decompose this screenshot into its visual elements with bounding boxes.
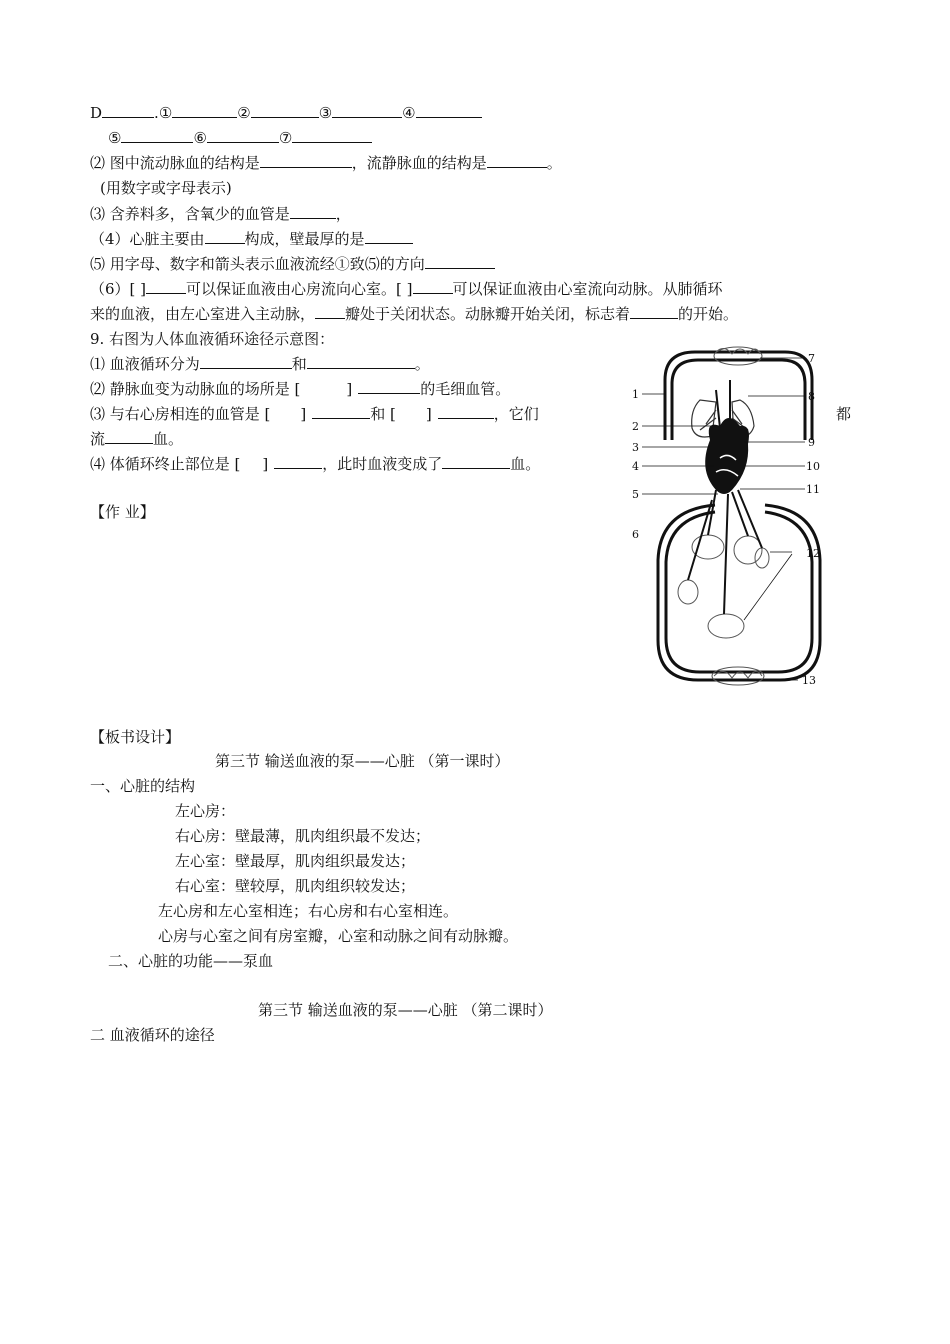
q8-sub-3: ⑶ 含养料多，含氧少的血管是 ，: [90, 205, 351, 223]
board-line-2: 右心房：壁最薄，肌肉组织最不发达；: [175, 827, 431, 845]
blank[interactable]: [365, 229, 413, 244]
blank[interactable]: [146, 279, 186, 294]
blank[interactable]: [207, 128, 279, 143]
q9-part-1: ⑴ 血液循环分为 和 。: [90, 355, 430, 373]
label-6: 6: [632, 528, 639, 541]
label-3: 3: [632, 441, 639, 454]
board-line-4: 右心室：壁较厚，肌肉组织较发达；: [175, 877, 416, 895]
label-1: 1: [632, 388, 639, 401]
q9-part-4: ⑷ 体循环终止部位是 [ ] ，此时血液变成了 血。: [90, 455, 541, 473]
blank[interactable]: [416, 103, 482, 118]
label-10: 10: [806, 460, 820, 473]
blank[interactable]: [630, 304, 678, 319]
blank[interactable]: [487, 153, 547, 168]
board-title-1: 第三节 输送血液的泵——心脏 （第一课时）: [215, 752, 510, 770]
label-2: 2: [632, 420, 639, 433]
board-line-3: 左心室：壁最厚，肌肉组织最发达；: [175, 852, 416, 870]
q9-part-2: ⑵ 静脉血变为动脉血的场所是 [ ] 的毛细血管。: [90, 380, 511, 398]
circulation-diagram: [620, 340, 860, 705]
blank[interactable]: [290, 204, 336, 219]
blank[interactable]: [315, 304, 345, 319]
label-12: 12: [806, 547, 820, 560]
blank[interactable]: [442, 454, 510, 469]
label-13: 13: [802, 674, 816, 687]
blank[interactable]: [121, 128, 193, 143]
blank[interactable]: [413, 279, 453, 294]
blank[interactable]: [438, 404, 494, 419]
board-section-1: 一、心脏的结构: [90, 777, 196, 795]
blank[interactable]: [312, 404, 370, 419]
board-section-3: 二 血液循环的途径: [90, 1026, 215, 1044]
board-heading: 【板书设计】: [90, 728, 181, 746]
q8-sub-4: （4）心脏主要由 构成，壁最厚的是: [90, 229, 413, 249]
q8-sub-2: ⑵ 图中流动脉血的结构是 ，流静脉血的结构是 。: [90, 154, 562, 172]
label-4: 4: [632, 460, 639, 473]
q8-sub-2-note: (用数字或字母表示): [100, 179, 232, 197]
blank[interactable]: [274, 454, 322, 469]
blank[interactable]: [358, 379, 420, 394]
blank[interactable]: [332, 103, 402, 118]
blank[interactable]: [102, 103, 154, 118]
blank[interactable]: [307, 354, 415, 369]
blank[interactable]: [260, 153, 352, 168]
q8-line-1: D .① ② ③ ④: [90, 103, 482, 123]
blank[interactable]: [292, 128, 372, 143]
q9-part-3-du: 都: [836, 405, 852, 423]
label-8: 8: [808, 390, 815, 403]
blank[interactable]: [251, 103, 319, 118]
q8-sub-6: （6）[ ] 可以保证血液由心房流向心室。[ ] 可以保证血液由心室流向动脉。从肺循环: [90, 280, 723, 298]
board-line-6: 心房与心室之间有房室瓣，心室和动脉之间有动脉瓣。: [158, 927, 519, 945]
label-11: 11: [806, 483, 820, 496]
blank[interactable]: [200, 354, 292, 369]
board-line-5: 左心房和左心室相连；右心房和右心室相连。: [158, 902, 459, 920]
board-line-1: 左心房：: [175, 802, 236, 820]
q8-line-2: ⑤ ⑥ ⑦: [108, 128, 372, 148]
board-title-2: 第三节 输送血液的泵——心脏 （第二课时）: [258, 1001, 553, 1019]
blank[interactable]: [205, 229, 245, 244]
q9-part-3: ⑶ 与右心房相连的血管是 [ ] 和 [ ] ，它们: [90, 405, 539, 423]
label-7: 7: [808, 352, 815, 365]
board-section-2: 二、心脏的功能——泵血: [108, 952, 274, 970]
homework-heading: 【作 业】: [90, 503, 155, 521]
label-d: D: [90, 104, 103, 122]
blank[interactable]: [172, 103, 237, 118]
label-9: 9: [808, 436, 815, 449]
q8-sub-6-cont: 来的血液，由左心室进入主动脉， 瓣处于关闭状态。动脉瓣开始关闭，标志着 的开始。: [90, 305, 739, 323]
blank[interactable]: [105, 429, 153, 444]
q9-part-3-cont: 流 血。: [90, 430, 184, 448]
q9-title: 9. 右图为人体血液循环途径示意图：: [90, 330, 335, 348]
label-5: 5: [632, 488, 639, 501]
blank[interactable]: [425, 254, 495, 269]
q8-sub-5: ⑸ 用字母、数字和箭头表示血液流经①致⑸的方向: [90, 254, 495, 274]
